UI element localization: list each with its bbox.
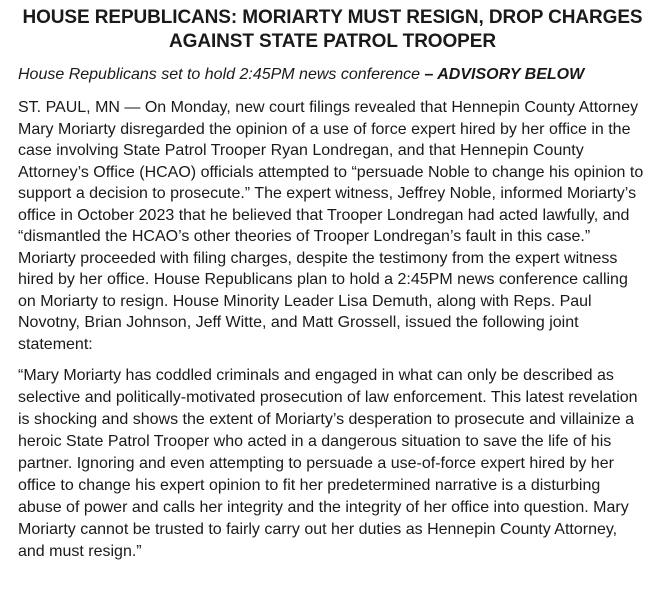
subheadline — [18, 65, 647, 85]
headline: HOUSE REPUBLICANS: MORIARTY MUST RESIGN, DROP CHARGES AGAINST STATE PATROL TROOPER — [22, 7, 643, 52]
subheadline-text: House Republicans set to hold 2:45PM news conference — [18, 66, 425, 83]
advisory-label: – ADVISORY BELOW — [424, 66, 585, 83]
joint-statement-quote: “Mary Moriarty has coddled criminals and engaged in what can only be described as selective and politically-motivated prosecution of law enforcement. This latest revelation is shocking and shows the extent of Moriarty’s desperation to prosecute and villainize a heroic State Patrol Trooper who acted in a dangerous situation to save the life of his partner. Ignoring and even attempting to persuade a use-of-force expert hired by her office to change his expert opinion to fit her predetermined narrative is a disturbing abuse of power and calls her integrity and the integrity of her office into question. Mary Moriarty cannot be trusted to fairly carry out her duties as Hennepin County Attorney, and must resign.” — [18, 367, 638, 560]
body-paragraph: ST. PAUL, MN — On Monday, new court filings revealed that Hennepin County Attorney Mary Moriarty disregarded the opinion of a use of force expert hired by her office in the case involving State Patrol Trooper Ryan Londregan, and that Hennepin County Attorney’s Office (HCAO) officials attempted to “persuade Noble to change his opinion to support a decision to prosecute.” The expert witness, Jeffrey Noble, informed Moriarty’s office in October 2023 that he believed that Trooper Londregan had acted lawfully, and “dismantled the HCAO’s other theories of Trooper Londregan’s fault in this case.” Moriarty proceeded with filing charges, despite the testimony from the expert witness hired by her office. House Republicans plan to hold a 2:45PM news conference calling on Moriarty to resign. House Minority Leader Lisa Demuth, along with Reps. Paul Novotny, Brian Johnson, Jeff Witte, and Matt Grossell, issued the following joint statement: — [18, 99, 644, 353]
